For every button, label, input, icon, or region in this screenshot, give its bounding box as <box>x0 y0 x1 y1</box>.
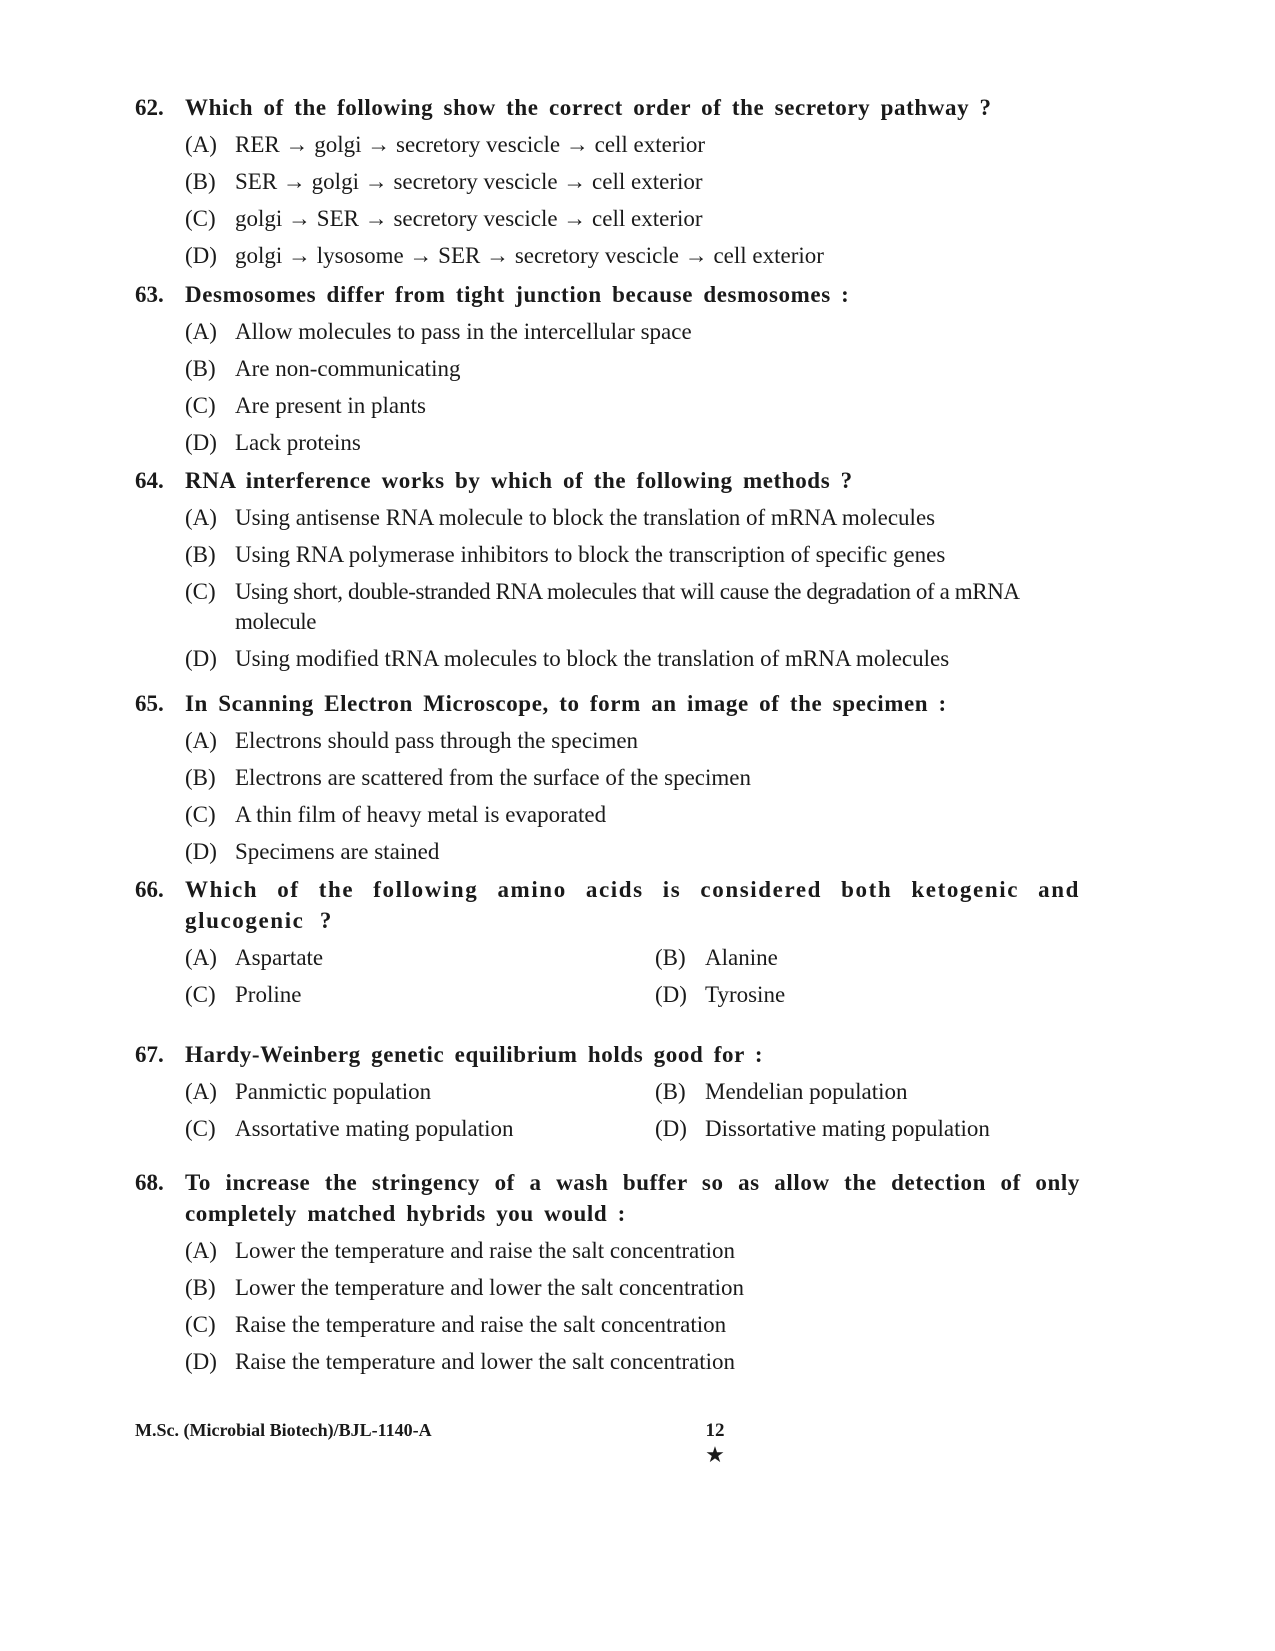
question-number: 63. <box>135 282 164 307</box>
question-text: Hardy-Weinberg genetic equilibrium holds good for : <box>185 1042 764 1067</box>
option-text: Specimens are stained <box>235 839 440 864</box>
option-text: Assortative mating population <box>235 1116 514 1141</box>
option-letter: (A) <box>185 728 217 753</box>
option-c <box>185 577 1080 637</box>
option-letter: (D) <box>185 1349 217 1374</box>
option-text: SER → golgi → secretory vescicle → cell exterior <box>235 169 703 194</box>
option-b <box>655 943 1080 973</box>
option-c <box>185 1114 655 1144</box>
option-c <box>185 1310 1080 1340</box>
star-icon: ★ <box>705 1442 725 1467</box>
option-text: Electrons are scattered from the surface of the specimen <box>235 765 751 790</box>
question-text: RNA interference works by which of the following methods ? <box>185 468 853 493</box>
option-letter: (C) <box>185 1312 216 1337</box>
question-text: Desmosomes differ from tight junction because desmosomes : <box>185 282 850 307</box>
option-c <box>185 391 1080 421</box>
question-text: Which of the following show the correct order of the secretory pathway ? <box>185 95 992 120</box>
option-letter: (D) <box>185 839 217 864</box>
option-a <box>185 130 1080 160</box>
option-letter: (A) <box>185 132 217 157</box>
question-68 <box>135 1167 1080 1377</box>
option-c <box>185 980 655 1010</box>
option-letter: (B) <box>185 765 216 790</box>
option-text: Are present in plants <box>235 393 426 418</box>
option-d <box>185 644 1080 674</box>
question-text: To increase the stringency of a wash buffer so as allow the detection of only completely matched hybrids you would : <box>185 1170 1080 1226</box>
option-letter: (A) <box>185 505 217 530</box>
option-text: Tyrosine <box>705 982 786 1007</box>
option-text: Raise the temperature and lower the salt concentration <box>235 1349 736 1374</box>
option-letter: (B) <box>185 356 216 381</box>
option-letter: (D) <box>185 430 217 455</box>
option-letter: (C) <box>185 1116 216 1141</box>
option-letter: (B) <box>185 542 216 567</box>
question-66 <box>135 874 1080 1010</box>
option-letter: (A) <box>185 1079 217 1104</box>
option-text: Aspartate <box>235 945 324 970</box>
option-letter: (B) <box>655 945 686 970</box>
option-text: Alanine <box>705 945 778 970</box>
option-text: Are non-communicating <box>235 356 461 381</box>
option-b <box>185 1273 1080 1303</box>
question-number: 62. <box>135 95 164 120</box>
option-text: Lack proteins <box>235 430 361 455</box>
option-a <box>185 1077 655 1107</box>
option-a <box>185 943 655 973</box>
option-letter: (B) <box>655 1079 686 1104</box>
option-a <box>185 726 1080 756</box>
question-67 <box>135 1039 1080 1144</box>
option-letter: (C) <box>185 393 216 418</box>
option-text: Mendelian population <box>705 1079 908 1104</box>
page-number: 12 <box>705 1420 725 1441</box>
option-text: Using antisense RNA molecule to block the translation of mRNA molecules <box>235 505 936 530</box>
option-text: golgi → lysosome → SER → secretory vescicle → cell exterior <box>235 243 824 268</box>
option-letter: (C) <box>185 206 216 231</box>
option-text: Dissortative mating population <box>705 1116 990 1141</box>
option-letter: (D) <box>185 243 217 268</box>
option-d <box>655 1114 1080 1144</box>
exam-code: M.Sc. (Microbial Biotech)/BJL-1140-A <box>135 1420 432 1440</box>
option-letter: (B) <box>185 169 216 194</box>
option-d <box>185 428 1080 458</box>
option-text: Using RNA polymerase inhibitors to block the transcription of specific genes <box>235 542 946 567</box>
option-text: Using short, double-stranded RNA molecules that will cause the degradation of a mRNA molecule <box>235 579 1019 634</box>
option-text: Using modified tRNA molecules to block the translation of mRNA molecules <box>235 646 950 671</box>
page-footer <box>135 1420 1135 1480</box>
option-b <box>185 354 1080 384</box>
option-letter: (A) <box>185 1238 217 1263</box>
question-62 <box>135 92 1080 271</box>
option-letter: (C) <box>185 579 216 604</box>
option-c <box>185 204 1080 234</box>
question-number: 64. <box>135 468 164 493</box>
option-letter: (D) <box>185 646 217 671</box>
option-text: Proline <box>235 982 302 1007</box>
option-text: Lower the temperature and lower the salt concentration <box>235 1275 744 1300</box>
option-text: Allow molecules to pass in the intercellular space <box>235 319 692 344</box>
option-text: golgi → SER → secretory vescicle → cell exterior <box>235 206 703 231</box>
option-text: RER → golgi → secretory vescicle → cell exterior <box>235 132 706 157</box>
option-b <box>185 540 1080 570</box>
option-letter: (B) <box>185 1275 216 1300</box>
option-letter: (A) <box>185 945 217 970</box>
option-letter: (C) <box>185 982 216 1007</box>
question-number: 67. <box>135 1042 164 1067</box>
option-letter: (C) <box>185 802 216 827</box>
question-number: 65. <box>135 691 164 716</box>
option-d <box>185 241 1080 271</box>
option-text: Panmictic population <box>235 1079 432 1104</box>
question-text: Which of the following amino acids is considered both ketogenic and glucogenic ? <box>185 877 1080 933</box>
option-a <box>185 503 1080 533</box>
option-letter: (D) <box>655 1116 687 1141</box>
option-a <box>185 317 1080 347</box>
option-text: A thin film of heavy metal is evaporated <box>235 802 607 827</box>
option-letter: (A) <box>185 319 217 344</box>
question-text: In Scanning Electron Microscope, to form an image of the specimen : <box>185 691 947 716</box>
question-63 <box>135 279 1080 458</box>
question-number: 66. <box>135 877 164 902</box>
option-letter: (D) <box>655 982 687 1007</box>
option-d <box>655 980 1080 1010</box>
option-b <box>185 167 1080 197</box>
question-number: 68. <box>135 1170 164 1195</box>
option-a <box>185 1236 1080 1266</box>
option-text: Raise the temperature and raise the salt concentration <box>235 1312 727 1337</box>
option-text: Electrons should pass through the specimen <box>235 728 639 753</box>
option-c <box>185 800 1080 830</box>
option-d <box>185 837 1080 867</box>
option-text: Lower the temperature and raise the salt concentration <box>235 1238 736 1263</box>
question-64 <box>135 465 1080 674</box>
option-b <box>185 763 1080 793</box>
option-b <box>655 1077 1080 1107</box>
option-d <box>185 1347 1080 1377</box>
question-65 <box>135 688 1080 867</box>
